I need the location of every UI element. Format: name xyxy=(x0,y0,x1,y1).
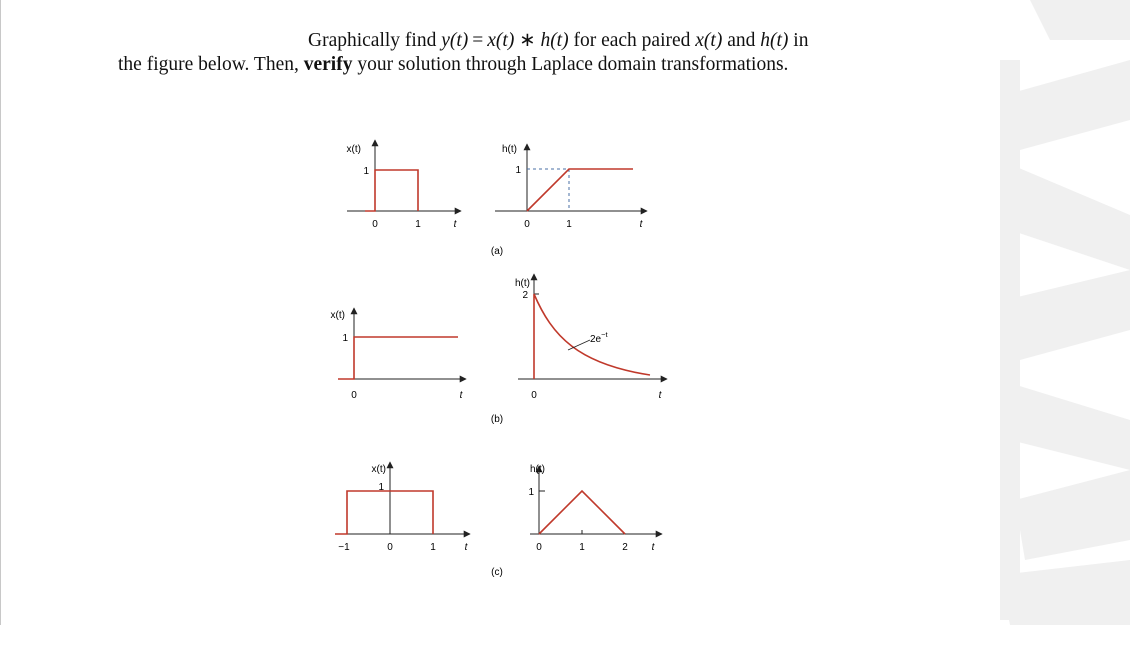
b-h-tick-0: 0 xyxy=(531,390,537,401)
text-laplace: your solution through Laplace domain transformations. xyxy=(352,54,789,75)
c-h-tick-0: 0 xyxy=(536,542,542,553)
math-h-2: h(t) xyxy=(760,30,789,51)
a-x-tick-t: t xyxy=(453,219,457,230)
text-verify: verify xyxy=(303,54,353,75)
b-h-expr-exponent: −t xyxy=(601,330,608,339)
math-h: h(t) xyxy=(540,30,569,51)
caption-b: (b) xyxy=(490,414,504,425)
a-x-tick-1: 1 xyxy=(415,219,421,230)
watermark-decoration xyxy=(1000,0,1130,625)
c-h-tick-t: t xyxy=(651,542,655,553)
c-x-level-1: 1 xyxy=(378,482,384,493)
a-h-tick-t: t xyxy=(639,219,643,230)
math-convolution: ∗ xyxy=(519,30,536,51)
text-figure-below: the figure below. Then, xyxy=(118,54,304,75)
c-h-level-1: 1 xyxy=(528,487,534,498)
b-h-expression xyxy=(590,330,609,345)
a-x-level-1: 1 xyxy=(363,166,369,177)
a-h-tick-0: 0 xyxy=(524,219,530,230)
math-y: y(t) xyxy=(441,30,469,51)
c-x-label: x(t) xyxy=(371,464,386,475)
b-h-label: h(t) xyxy=(515,278,530,289)
c-h-signal-triangle xyxy=(539,491,625,534)
math-equals: = xyxy=(472,30,484,51)
panel-a-h xyxy=(495,144,647,230)
panel-a-x xyxy=(347,140,461,230)
b-x-tick-t: t xyxy=(459,390,463,401)
a-h-level-1: 1 xyxy=(515,165,521,176)
panel-c-h xyxy=(528,464,662,553)
b-x-tick-0: 0 xyxy=(351,390,357,401)
a-x-label: x(t) xyxy=(346,144,361,155)
b-h-expr-base: 2e xyxy=(590,334,602,345)
text-and: and xyxy=(722,30,761,51)
a-h-tick-1: 1 xyxy=(566,219,572,230)
b-h-tick-t: t xyxy=(658,390,662,401)
a-x-signal-pulse xyxy=(365,170,418,211)
text-for-each: for each paired xyxy=(568,30,696,51)
c-x-tick-t: t xyxy=(464,542,468,553)
c-x-tick-neg1: −1 xyxy=(338,542,350,553)
b-x-level-1: 1 xyxy=(342,333,348,344)
c-x-tick-1: 1 xyxy=(430,542,436,553)
math-x: x(t) xyxy=(487,30,515,51)
a-x-tick-0: 0 xyxy=(372,219,378,230)
c-h-tick-1: 1 xyxy=(579,542,585,553)
caption-c: (c) xyxy=(491,567,503,578)
b-x-signal-step xyxy=(338,337,458,379)
a-h-label: h(t) xyxy=(502,144,517,155)
caption-a: (a) xyxy=(490,246,504,257)
c-x-signal-pulse xyxy=(335,491,433,534)
panel-b-h xyxy=(515,274,667,401)
c-x-tick-0: 0 xyxy=(387,542,393,553)
b-x-label: x(t) xyxy=(330,310,345,321)
b-h-level-2: 2 xyxy=(522,290,528,301)
panel-c-x xyxy=(335,462,470,553)
a-h-signal-ramp xyxy=(527,169,633,211)
c-h-label: h(t) xyxy=(530,464,545,475)
math-x-2: x(t) xyxy=(695,30,723,51)
c-h-tick-2: 2 xyxy=(622,542,628,553)
panel-b-x xyxy=(331,308,466,401)
text-in: in xyxy=(788,30,809,51)
text-graphically-find: Graphically find xyxy=(308,30,442,51)
